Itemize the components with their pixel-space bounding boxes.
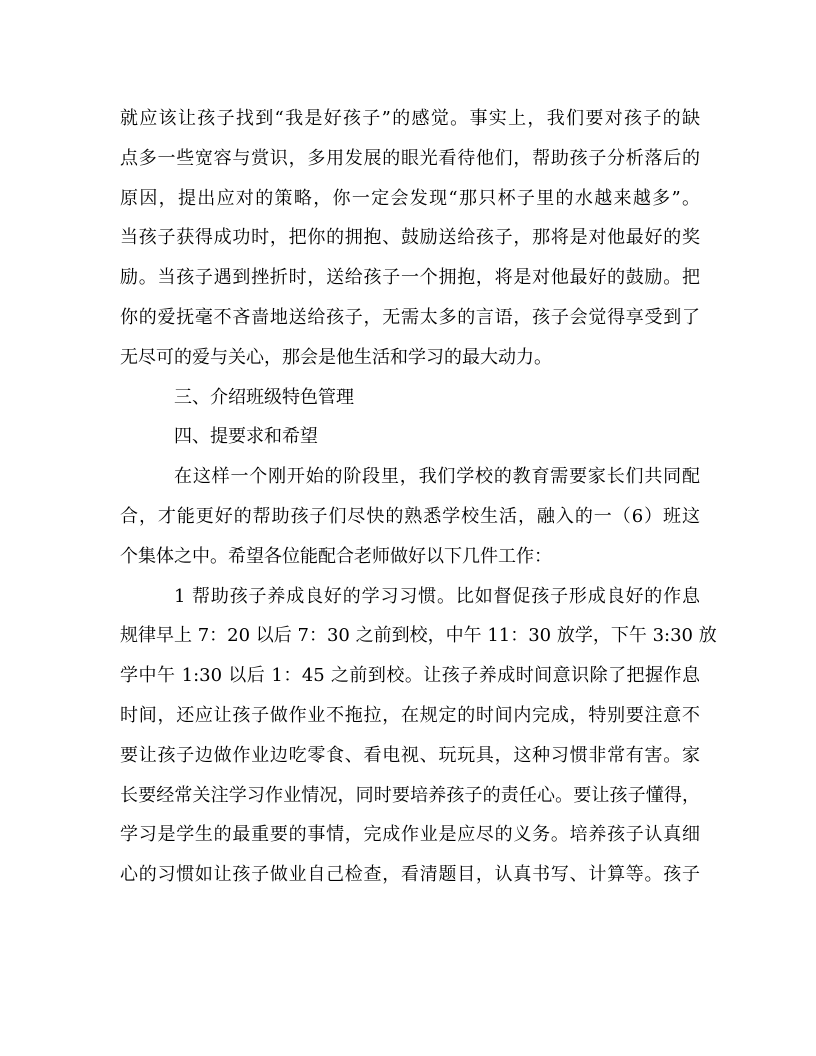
text-line: 合，才能更好的帮助孩子们尽快的熟悉学校生活，融入的一（6）班这 [120, 505, 700, 527]
section-heading: 四、提要求和希望 [174, 426, 318, 448]
text-line: 原因，提出应对的策略，你一定会发现“那只杯子里的水越来越多”。 [120, 187, 700, 209]
text-line: 时间，还应让孩子做作业不拖拉，在规定的时间内完成，特别要注意不 [120, 704, 700, 726]
section-heading: 三、介绍班级特色管理 [174, 386, 354, 408]
text-line: 点多一些宽容与赏识，多用发展的眼光看待他们，帮助孩子分析落后的 [120, 147, 700, 169]
text-line: 学中午 1:30 以后 1：45 之前到校。让孩子养成时间意识除了把握作息 [120, 665, 700, 687]
text-line: 当孩子获得成功时，把你的拥抱、鼓励送给孩子，那将是对他最好的奖 [120, 227, 700, 249]
body-text [120, 99, 717, 895]
text-line: 励。当孩子遇到挫折时，送给孩子一个拥抱，将是对他最好的鼓励。把 [120, 267, 700, 289]
text-line: 1 帮助孩子养成良好的学习习惯。比如督促孩子形成良好的作息 [174, 585, 700, 607]
text-line: 个集体之中。希望各位能配合老师做好以下几件工作： [120, 545, 552, 567]
text-line: 学习是学生的最重要的事情，完成作业是应尽的义务。培养孩子认真细 [120, 824, 700, 846]
text-line: 长要经常关注学习作业情况，同时要培养孩子的责任心。要让孩子懂得， [120, 784, 700, 806]
text-line: 要让孩子边做作业边吃零食、看电视、玩玩具，这种习惯非常有害。家 [120, 744, 700, 766]
text-line: 心的习惯如让孩子做业自己检查，看清题目，认真书写、计算等。孩子 [120, 864, 700, 886]
text-line: 就应该让孩子找到“我是好孩子”的感觉。事实上，我们要对孩子的缺 [120, 108, 700, 129]
text-line: 你的爱抚毫不吝啬地送给孩子，无需太多的言语，孩子会觉得享受到了 [120, 306, 700, 328]
text-line: 无尽可的爱与关心，那会是他生活和学习的最大动力。 [120, 346, 552, 368]
text-line: 在这样一个刚开始的阶段里，我们学校的教育需要家长们共同配 [174, 466, 700, 488]
text-line: 规律早上 7：20 以后 7：30 之前到校，中午 11：30 放学，下午 3:30 放 [120, 625, 717, 647]
